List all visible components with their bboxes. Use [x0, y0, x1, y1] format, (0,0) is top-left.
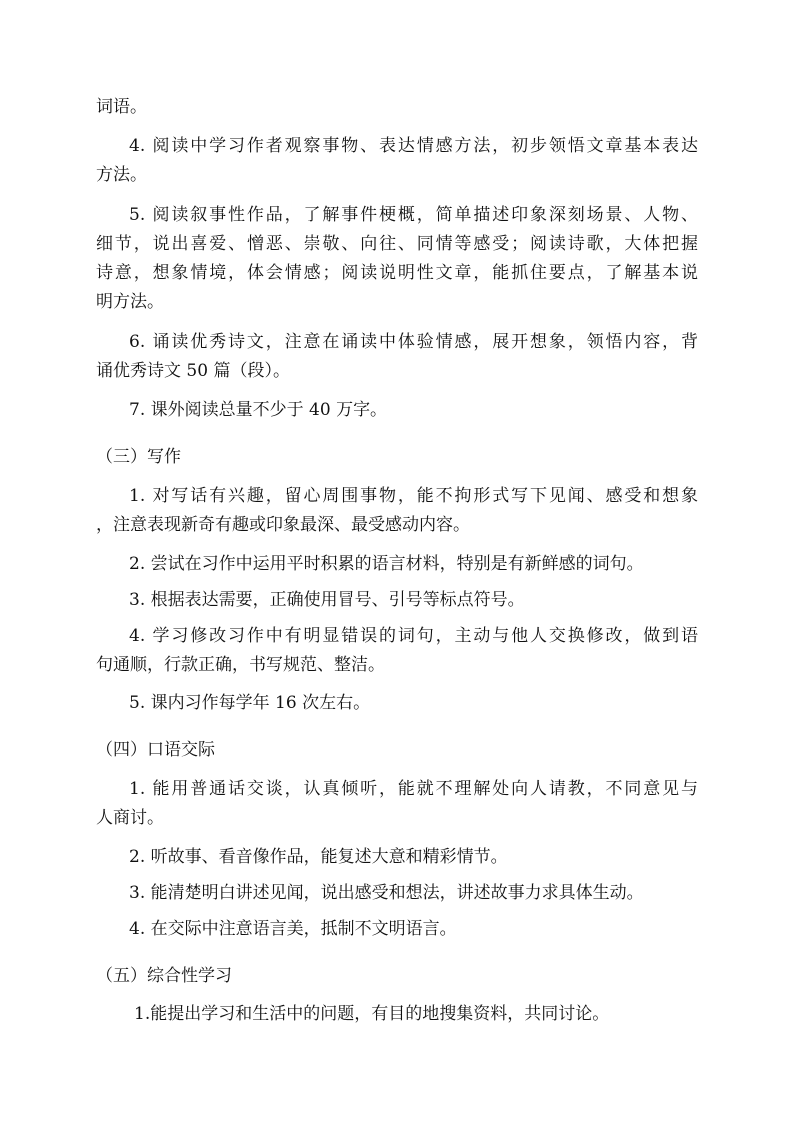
paragraph-line: 2. 尝试在习作中运用平时积累的语言材料，特别是有新鲜感的词句。: [129, 554, 644, 574]
paragraph-line: 3. 能清楚明白讲述见闻，说出感受和想法，讲述故事力求具体生动。: [129, 883, 644, 903]
paragraph-line: 诗意，想象情境，体会情感；阅读说明性文章，能抓住要点，了解基本说: [96, 263, 698, 283]
paragraph-line: 诵优秀诗文 50 篇（段）。: [96, 361, 290, 381]
paragraph-line: ，注意表现新奇有趣或印象最深、最受感动内容。: [96, 515, 470, 535]
paragraph-line: 句通顺，行款正确，书写规范、整洁。: [96, 655, 385, 675]
section-heading-comprehensive: （五）综合性学习: [96, 966, 232, 986]
paragraph-line: 词语。: [96, 97, 147, 117]
paragraph-line: 6. 诵读优秀诗文，注意在诵读中体验情感，展开想象，领悟内容，背: [129, 332, 698, 352]
paragraph-line: 7. 课外阅读总量不少于 40 万字。: [129, 400, 388, 420]
paragraph-line: 4. 学习修改习作中有明显错误的词句，主动与他人交换修改，做到语: [129, 626, 698, 646]
paragraph-line: 细节，说出喜爱、憎恶、崇敬、向往、同情等感受；阅读诗歌，大体把握: [96, 234, 698, 254]
paragraph-line: 4. 阅读中学习作者观察事物、表达情感方法，初步领悟文章基本表达: [129, 136, 698, 156]
paragraph-line: 明方法。: [96, 292, 164, 312]
paragraph-line: 人商讨。: [96, 808, 164, 828]
paragraph-line: 5. 课内习作每学年 16 次左右。: [129, 693, 371, 713]
paragraph-line: 方法。: [96, 165, 147, 185]
paragraph-line: 5. 阅读叙事性作品，了解事件梗概，简单描述印象深刻场景、人物、: [129, 205, 698, 225]
section-heading-writing: （三）写作: [96, 447, 181, 467]
paragraph-line: 2. 听故事、看音像作品，能复述大意和精彩情节。: [129, 847, 508, 867]
paragraph-line: 4. 在交际中注意语言美，抵制不文明语言。: [129, 919, 457, 939]
paragraph-line: 1. 能用普通话交谈，认真倾听，能就不理解处向人请教，不同意见与: [129, 779, 698, 799]
paragraph-line: 1.能提出学习和生活中的问题，有目的地搜集资料，共同讨论。: [134, 1004, 610, 1024]
section-heading-oral: （四）口语交际: [96, 740, 215, 760]
paragraph-line: 3. 根据表达需要，正确使用冒号、引号等标点符号。: [129, 590, 525, 610]
paragraph-line: 1. 对写话有兴趣，留心周围事物，能不拘形式写下见闻、感受和想象: [129, 486, 698, 506]
